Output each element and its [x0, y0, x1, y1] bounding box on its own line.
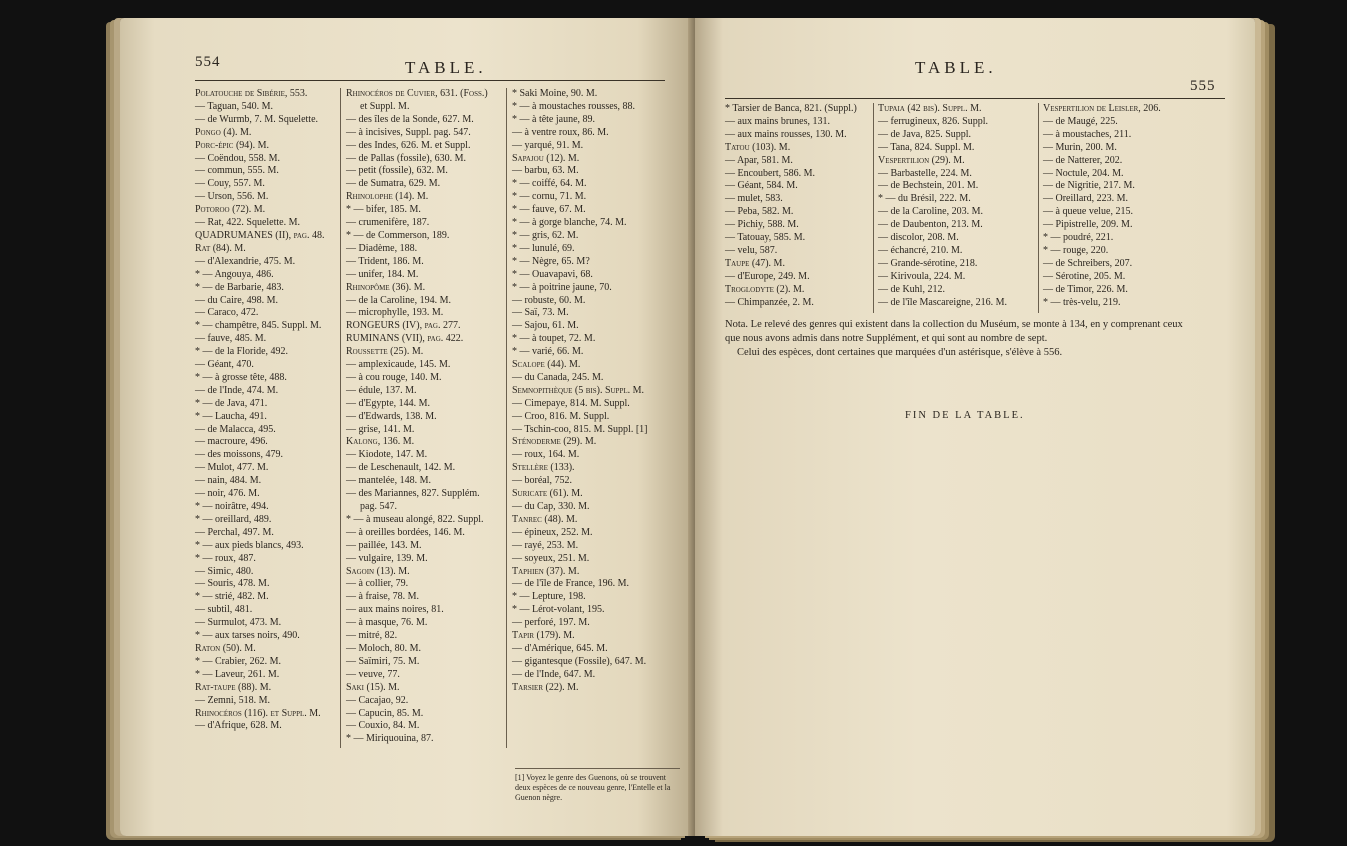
index-entry: — aux mains brunes, 131. — [725, 115, 830, 127]
index-entry: Raton (50). M. — [195, 642, 256, 654]
index-entry: * — champêtre, 845. Suppl. M. — [195, 320, 322, 332]
index-entry: Taphien (37). M. — [512, 565, 580, 577]
nota-line: que nous avons admis dans notre Supplément, et qui sont au nombre de sept. — [725, 333, 1048, 344]
index-entry: — de Java, 825. Suppl. — [878, 128, 972, 140]
index-entry: Scalope (44). M. — [512, 359, 581, 371]
index-entry: Roussette (25). M. — [346, 346, 424, 358]
index-entry: * — à gorge blanche, 74. M. — [512, 217, 627, 229]
index-entry: Kalong, 136. M. — [346, 436, 415, 448]
index-entry: — épineux, 252. M. — [512, 526, 593, 538]
index-entry: * — à museau alongé, 822. Suppl. — [346, 513, 484, 525]
index-entry: — subtil, 481. — [195, 604, 253, 616]
index-entry: — Géant, 584. M. — [725, 180, 798, 192]
index-entry: Vespertilion (29). M. — [878, 154, 965, 166]
index-entry: — crumenifère, 187. — [346, 217, 430, 229]
index-entry: — Chimpanzée, 2. M. — [725, 296, 814, 308]
index-entry: — Tschin-coo, 815. M. Suppl. [1] — [512, 423, 648, 435]
index-entry: — macroure, 496. — [195, 436, 268, 448]
index-entry: — Surmulot, 473. M. — [195, 617, 282, 629]
index-entry: * — varié, 66. M. — [512, 346, 584, 358]
index-entry: Suricate (61). M. — [512, 488, 583, 500]
index-entry: — amplexicaude, 145. M. — [346, 359, 451, 371]
index-entry: — d'Egypte, 144. M. — [346, 397, 431, 409]
index-entry: — Géant, 470. — [195, 359, 254, 371]
index-entry: — Tana, 824. Suppl. M. — [878, 141, 975, 153]
index-entry: — à queue velue, 215. — [1043, 206, 1133, 218]
index-entry: * — oreillard, 489. — [195, 513, 272, 525]
index-entry: Tapir (179). M. — [512, 630, 575, 642]
index-entry: * — Miriquouina, 87. — [346, 733, 434, 745]
index-entry: — yarqué, 91. M. — [512, 139, 584, 151]
index-entry: — perforé, 197. M. — [512, 617, 590, 629]
index-entry: * — noirâtre, 494. — [195, 501, 269, 512]
index-entry: — Barbastelle, 224. M. — [878, 167, 972, 179]
index-entry: — Pipistrelle, 209. M. — [1043, 219, 1133, 231]
index-entry: — velu, 587. — [725, 244, 778, 256]
index-entry: * — Angouya, 486. — [195, 268, 274, 280]
index-entry: — Saï, 73. M. — [512, 307, 569, 319]
index-entry: — noir, 476. M. — [195, 488, 260, 500]
index-entry: Rat (84). M. — [195, 242, 246, 254]
index-entry: — Croo, 816. M. Suppl. — [512, 410, 610, 422]
index-entry: — à oreilles bordées, 146. M. — [346, 526, 465, 538]
index-entry: Sapajou (12). M. — [512, 152, 580, 164]
running-header: TABLE. — [405, 58, 487, 77]
index-entry: — Caraco, 472. — [195, 307, 259, 319]
index-entry: — Kirivoula, 224. M. — [878, 270, 966, 282]
index-entry: — nain, 484. M. — [195, 475, 262, 487]
index-entry: — des Indes, 626. M. et Suppl. — [346, 139, 471, 151]
index-entry: — Capucin, 85. M. — [346, 707, 424, 719]
index-entry: * — lunulé, 69. — [512, 242, 575, 254]
index-column-1 — [195, 88, 337, 733]
index-entry: — roux, 164. M. — [512, 449, 580, 461]
index-entry: — de Nigritie, 217. M. — [1043, 180, 1135, 192]
index-entry: * — coiffé, 64. M. — [512, 178, 587, 190]
index-entry: * — aux pieds blancs, 493. — [195, 539, 304, 551]
nota-line: Celui des espèces, dont certaines que marquées d'un astérisque, s'élève à 556. — [737, 347, 1063, 358]
index-entry: RONGEURS (IV), pag. 277. — [346, 320, 461, 332]
index-entry: * — Nègre, 65. M? — [512, 255, 590, 267]
index-column-2 — [346, 88, 504, 746]
index-entry: * Tarsier de Banca, 821. (Suppl.) — [725, 103, 857, 114]
header-rule — [195, 80, 665, 81]
index-entry: — aux mains rousses, 130. M. — [725, 128, 847, 140]
index-entry: — Encoubert, 586. M. — [725, 167, 815, 179]
index-entry: — édule, 137. M. — [346, 384, 417, 396]
index-entry: — de Schreibers, 207. — [1043, 257, 1133, 269]
index-entry: — veuve, 77. — [346, 668, 400, 680]
index-entry: — de l'Inde, 474. M. — [195, 384, 279, 396]
index-entry: * — Crabier, 262. M. — [195, 655, 281, 667]
index-entry: * — du Brésil, 222. M. — [878, 193, 971, 205]
running-header: TABLE. — [915, 58, 997, 77]
index-entry: * — Laveur, 261. M. — [195, 668, 280, 680]
index-entry: * — bifer, 185. M. — [346, 204, 421, 216]
index-entry: — de Natterer, 202. — [1043, 154, 1123, 166]
index-entry: — Souris, 478. M. — [195, 578, 270, 590]
index-entry: Stellère (133). — [512, 462, 575, 474]
nota-line: Nota. Le relevé des genres qui existent dans la collection du Muséum, se monte à 134, en y comprenant ceux — [725, 319, 1183, 330]
header-rule — [725, 98, 1225, 99]
index-entry: — Oreillard, 223. M. — [1043, 193, 1128, 205]
index-entry: — Saïmiri, 75. M. — [346, 655, 420, 667]
column-divider — [506, 88, 507, 748]
index-entry: Troglodyte (2). M. — [725, 283, 805, 295]
index-entry: pag. 547. — [360, 501, 397, 512]
index-entry: — petit (fossile), 632. M. — [346, 165, 448, 177]
index-entry: — de l'Inde, 647. M. — [512, 668, 596, 680]
index-entry: — de l'île Mascareigne, 216. M. — [878, 296, 1007, 308]
index-entry: — Peba, 582. M. — [725, 206, 794, 218]
index-entry: Tatou (103). M. — [725, 141, 791, 153]
index-entry: * — à poitrine jaune, 70. — [512, 281, 612, 293]
index-entry: — de Wurmb, 7. M. Squelette. — [195, 113, 319, 125]
index-entry: — Sérotine, 205. M. — [1043, 270, 1126, 282]
index-entry: — paillée, 143. M. — [346, 539, 422, 551]
index-entry: — Sajou, 61. M. — [512, 320, 579, 332]
index-entry: — de Leschenault, 142. M. — [346, 462, 456, 474]
index-entry: — à fraise, 78. M. — [346, 591, 420, 603]
left-page — [120, 18, 695, 836]
index-entry: — fauve, 485. M. — [195, 333, 267, 345]
index-entry: — Taguan, 540. M. — [195, 100, 273, 112]
index-entry: — du Caire, 498. M. — [195, 294, 279, 306]
index-entry: — Couy, 557. M. — [195, 178, 265, 190]
footnote: [1] Voyez le genre des Guenons, où se trouvent deux espèces de ce nouveau genre, l'Entelle et la Guenon nègre. — [515, 768, 680, 803]
index-entry: — d'Afrique, 628. M. — [195, 720, 282, 732]
index-entry: Tanrec (48). M. — [512, 513, 578, 525]
index-entry: Semnopithèque (5 bis). Suppl. M. — [512, 384, 645, 396]
right-page — [695, 18, 1255, 836]
index-entry: — Murin, 200. M. — [1043, 141, 1117, 153]
index-entry: — Grande-sérotine, 218. — [878, 257, 978, 269]
index-entry: — Mulot, 477. M. — [195, 462, 269, 474]
index-entry: — Cimepaye, 814. M. Suppl. — [512, 397, 630, 409]
index-entry: — Trident, 186. M. — [346, 255, 424, 267]
index-entry: * — gris, 62. M. — [512, 229, 579, 241]
end-of-table: FIN DE LA TABLE. — [905, 410, 1025, 421]
index-entry: — échancré, 210. M. — [878, 244, 963, 256]
index-entry: Saki (15). M. — [346, 681, 400, 693]
index-entry: — de Kuhl, 212. — [878, 283, 945, 295]
index-entry: Tarsier (22). M. — [512, 681, 579, 693]
index-entry: — Apar, 581. M. — [725, 154, 793, 166]
index-entry: — Couxio, 84. M. — [346, 720, 420, 732]
page-number: 555 — [1190, 78, 1216, 94]
index-entry: — de Timor, 226. M. — [1043, 283, 1128, 295]
column-divider — [1038, 103, 1039, 313]
index-entry: Rhinolophe (14). M. — [346, 191, 429, 203]
index-entry: — boréal, 752. — [512, 475, 572, 487]
index-entry: * — à grosse tête, 488. — [195, 371, 287, 383]
index-entry: — à ventre roux, 86. M. — [512, 126, 609, 138]
index-entry: — d'Europe, 249. M. — [725, 270, 810, 282]
index-entry: QUADRUMANES (II), pag. 48. — [195, 229, 325, 241]
index-entry: — Noctule, 204. M. — [1043, 167, 1124, 179]
index-entry: — d'Alexandrie, 475. M. — [195, 255, 296, 267]
index-column-3 — [512, 88, 672, 695]
index-entry: — de l'île de France, 196. M. — [512, 578, 630, 590]
index-entry: Tupaia (42 bis). Suppl. M. — [878, 103, 982, 114]
index-entry: — de Maugé, 225. — [1043, 115, 1118, 127]
index-entry: — Coëndou, 558. M. — [195, 152, 280, 164]
index-entry: — Perchal, 497. M. — [195, 526, 274, 538]
index-entry: — vulgaire, 139. M. — [346, 552, 428, 564]
index-entry: — du Cap, 330. M. — [512, 501, 590, 512]
index-entry: * — Ouavapavi, 68. — [512, 268, 593, 280]
index-entry: * — poudré, 221. — [1043, 232, 1114, 244]
index-entry: * — de la Floride, 492. — [195, 346, 289, 358]
index-entry: et Suppl. M. — [360, 100, 410, 112]
index-entry: — à cou rouge, 140. M. — [346, 371, 442, 383]
index-entry: — de la Caroline, 203. M. — [878, 206, 983, 218]
index-entry: * — cornu, 71. M. — [512, 191, 587, 203]
index-entry: — Tatouay, 585. M. — [725, 232, 806, 244]
index-entry: — à moustaches, 211. — [1043, 128, 1132, 140]
index-entry: * — très-velu, 219. — [1043, 296, 1121, 308]
index-entry: * — rouge, 220. — [1043, 244, 1109, 256]
index-entry: — ferrugineux, 826. Suppl. — [878, 115, 988, 127]
index-entry: * — roux, 487. — [195, 552, 256, 564]
index-entry: — d'Amérique, 645. M. — [512, 642, 608, 654]
index-entry: * — de Commerson, 189. — [346, 229, 450, 241]
index-entry: Potoroo (72). M. — [195, 204, 266, 216]
index-entry: Rhinocéros de Cuvier, 631. (Foss.) — [346, 88, 488, 99]
index-entry: — de Pallas (fossile), 630. M. — [346, 152, 466, 164]
nota-paragraph — [725, 318, 1183, 360]
index-entry: — mitré, 82. — [346, 630, 398, 642]
index-entry: — Diadème, 188. — [346, 242, 418, 254]
index-entry: — des Mariannes, 827. Supplém. — [346, 488, 480, 500]
index-entry: — mantelée, 148. M. — [346, 475, 431, 487]
index-entry: RUMINANS (VII), pag. 422. — [346, 333, 464, 345]
index-entry: — discolor, 208. M. — [878, 232, 959, 244]
index-entry: Vespertilion de Leisler, 206. — [1043, 103, 1161, 114]
index-entry: — grise, 141. M. — [346, 423, 415, 435]
index-entry: * — aux tarses noirs, 490. — [195, 630, 300, 642]
index-entry: — robuste, 60. M. — [512, 294, 586, 306]
index-entry: — des moissons, 479. — [195, 449, 284, 461]
index-entry: Sagoin (13). M. — [346, 565, 410, 577]
index-entry: — Zemni, 518. M. — [195, 694, 270, 706]
index-entry: — aux mains noires, 81. — [346, 604, 444, 616]
index-entry: * — strié, 482. M. — [195, 591, 269, 603]
index-entry: * — Lérot-volant, 195. — [512, 604, 605, 616]
index-entry: * — à toupet, 72. M. — [512, 333, 596, 345]
index-entry: Taupe (47). M. — [725, 257, 785, 269]
index-entry: — microphylle, 193. M. — [346, 307, 444, 319]
index-entry: Sténoderme (29). M. — [512, 436, 597, 448]
index-entry: — de Sumatra, 629. M. — [346, 178, 441, 190]
index-entry: — de la Caroline, 194. M. — [346, 294, 451, 306]
index-entry: * — à tête jaune, 89. — [512, 113, 596, 125]
index-entry: — à collier, 79. — [346, 578, 409, 590]
index-entry: — soyeux, 251. M. — [512, 552, 590, 564]
index-entry: — gigantesque (Fossile), 647. M. — [512, 655, 647, 667]
index-entry: — commun, 555. M. — [195, 165, 279, 177]
index-entry: * — de Barbarie, 483. — [195, 281, 284, 293]
column-divider — [873, 103, 874, 313]
index-entry: Polatouche de Sibérie, 553. — [195, 88, 308, 99]
index-entry: — à incisives, Suppl. pag. 547. — [346, 126, 471, 138]
index-column-2 — [878, 103, 1036, 310]
index-entry: * Saki Moine, 90. M. — [512, 88, 598, 99]
index-entry: Rat-taupe (88). M. — [195, 681, 272, 693]
index-entry: Rhinocéros (116). et Suppl. M. — [195, 707, 321, 719]
index-column-3 — [1043, 103, 1223, 310]
index-entry: * — à moustaches rousses, 88. — [512, 100, 636, 112]
index-entry: — de Daubenton, 213. M. — [878, 219, 983, 231]
index-entry: — de Bechstein, 201. M. — [878, 180, 979, 192]
index-entry: — Pichiy, 588. M. — [725, 219, 799, 231]
index-entry: — Urson, 556. M. — [195, 191, 269, 203]
index-entry: — Rat, 422. Squelette. M. — [195, 217, 300, 229]
index-entry: — d'Edwards, 138. M. — [346, 410, 437, 422]
index-entry: — mulet, 583. — [725, 193, 783, 205]
index-entry: — rayé, 253. M. — [512, 539, 579, 551]
index-entry: — Kiodote, 147. M. — [346, 449, 428, 461]
index-entry: — unifer, 184. M. — [346, 268, 419, 280]
index-entry: * — Laucha, 491. — [195, 410, 267, 422]
index-entry: — à masque, 76. M. — [346, 617, 428, 629]
index-entry: * — Lepture, 198. — [512, 591, 586, 603]
index-entry: — Simic, 480. — [195, 565, 254, 577]
index-entry: Pongo (4). M. — [195, 126, 252, 138]
index-entry: Rhinopôme (36). M. — [346, 281, 426, 293]
index-entry: * — fauve, 67. M. — [512, 204, 586, 216]
page-number: 554 — [195, 54, 221, 70]
index-entry: — du Canada, 245. M. — [512, 371, 604, 383]
index-column-1 — [725, 103, 870, 310]
index-entry: Porc-épic (94). M. — [195, 139, 270, 151]
column-divider — [340, 88, 341, 748]
index-entry: — barbu, 63. M. — [512, 165, 579, 177]
index-entry: — des îles de la Sonde, 627. M. — [346, 113, 474, 125]
index-entry: — de Malacca, 495. — [195, 423, 276, 435]
index-entry: — Cacajao, 92. — [346, 694, 409, 706]
index-entry: — Moloch, 80. M. — [346, 642, 421, 654]
index-entry: * — de Java, 471. — [195, 397, 268, 409]
